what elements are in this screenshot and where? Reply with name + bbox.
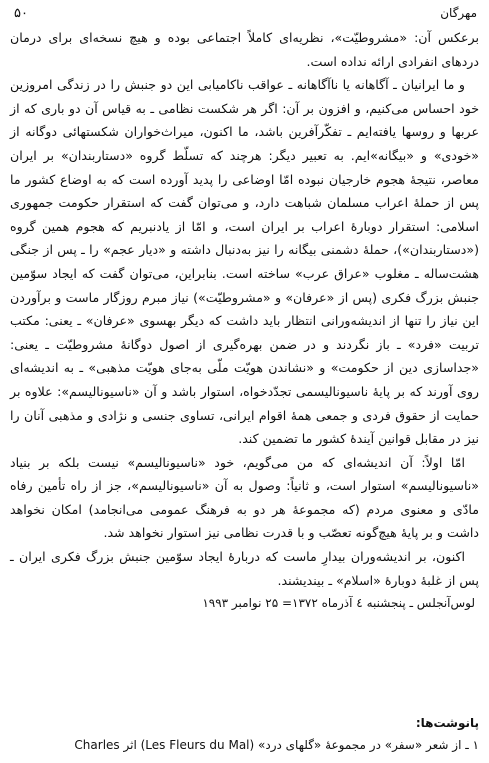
footnotes-title: پانوشت‌ها: xyxy=(415,716,479,730)
running-title: مهرگان xyxy=(440,6,477,20)
page-number: ۵۰ xyxy=(14,5,28,21)
page-header xyxy=(14,4,477,22)
paragraph: و ما ایرانیان ـ آگاهانه یا ناآگاهانه ـ عواقب ناکامیابی این دو جنبش را در زندگی امروزین خود احساس می‌کنیم، و افزون بر آن: اگر هر شکست نظامی ـ به قیاس آن دو باری که از عربها و روسها یافته‌ایم ـ تفکّرآفرین باشد، ما اکنون، میراث‌خواران شکستهائی دوگانه از «خودی» و «بیگانه»ایم. به تعبیر دیگر: هرچند که تسلّط گروه «دستاربندان» بر ایران معاصر، نتیجهٔ هجوم خارجیان نبوده امّا اوضاعی را پدید آورده است که به اوضاع کشور ما پس از حملهٔ اعراب مسلمان شباهت دارد، و می‌توان گفت که استقرار حکومت جمهوری اسلامی: استقرار دوبارهٔ اعراب بر ایران است، و امّا از یادنبریم که هجوم همین گروه («دستاربندان»)، حملهٔ دشمنی بیگانه را نیز به‌دنبال داشته و «دیار عجم» را ـ پس از جنگی هشت‌ساله ـ مغلوب «عراق عرب» ساخته است. بنابراین، می‌توان گفت که ایجاد سوّمین جنبش بزرگ فکری (پس از «عرفان» و «مشروطیّت») نیاز مبرم روزگار ماست و برآوردن این نیاز را تنها از اندیشه‌ورانی انتظار باید داشت که دیگر بهسوی «عرفان» ـ یعنی: مکتب تربیت «فرد» ـ باز نگردند و در ضمن بهره‌گیری از اصول دوگانهٔ مشروطیّت ـ یعنی: «جداسازی دین از حکومت» و «نشاندن هویّت ملّی به‌جای هویّت مذهبی» ـ به اندیشه‌ای روی آورند که بر پایهٔ ناسیونالیسمی تجدّدخواه، استوار باشد و آن «ناسیونالیسم»: علاوه بر حمایت از حقوق فردی و جمعی همهٔ اقوام ایرانی، تساوی جنسی و نژادی و مذهبی آنان را نیز در مقابل قوانین آیندهٔ کشور ما تضمین کند. xyxy=(10,77,479,447)
body-text xyxy=(10,26,479,614)
paragraph: برعکس آن: «مشروطیّت»، نظریه‌ای کاملاً اجتماعی بوده و هیچ نسخه‌ای برای درمان دردهای انفرادی ارائه نداده است. xyxy=(10,30,479,69)
paragraph: اکنون، بر اندیشه‌وران بیدارِ ماست که دربارهٔ ایجاد سوّمین جنبش بزرگ فکری ایران ـ پس از غلبهٔ دوبارهٔ «اسلام» ـ بیندیشند. xyxy=(10,549,479,588)
paragraph: امّا اولاً: آن اندیشه‌ای که من می‌گویم، خود «ناسیونالیسم» نیست بلکه بر بنیاد «ناسیونالیسم» استوار است، و ثانیاً: وصول به آن «ناسیونالیسم»، جز از راه تأمین رفاه مادّی و معنوی مردم (که مجموعهٔ هر دو به فرهنگ عمومی می‌انجامد) امکان نخواهد داشت و بر پایهٔ هیچ‌گونه تعصّب و با قدرت نظامی نیز استوار نخواهد شد. xyxy=(10,454,479,541)
footnote-item: ۱ ـ از شعر «سفر» در مجموعهٔ «گلهای درد» (Les Fleurs du Mal) اثر Charles xyxy=(74,738,479,752)
footnotes xyxy=(10,712,479,756)
signature-line: لوس‌آنجلس ـ پنجشنبه ٤ آذرماه ۱۳۷۲= ۲۵ نوامبر ۱۹۹۳ xyxy=(202,596,475,611)
